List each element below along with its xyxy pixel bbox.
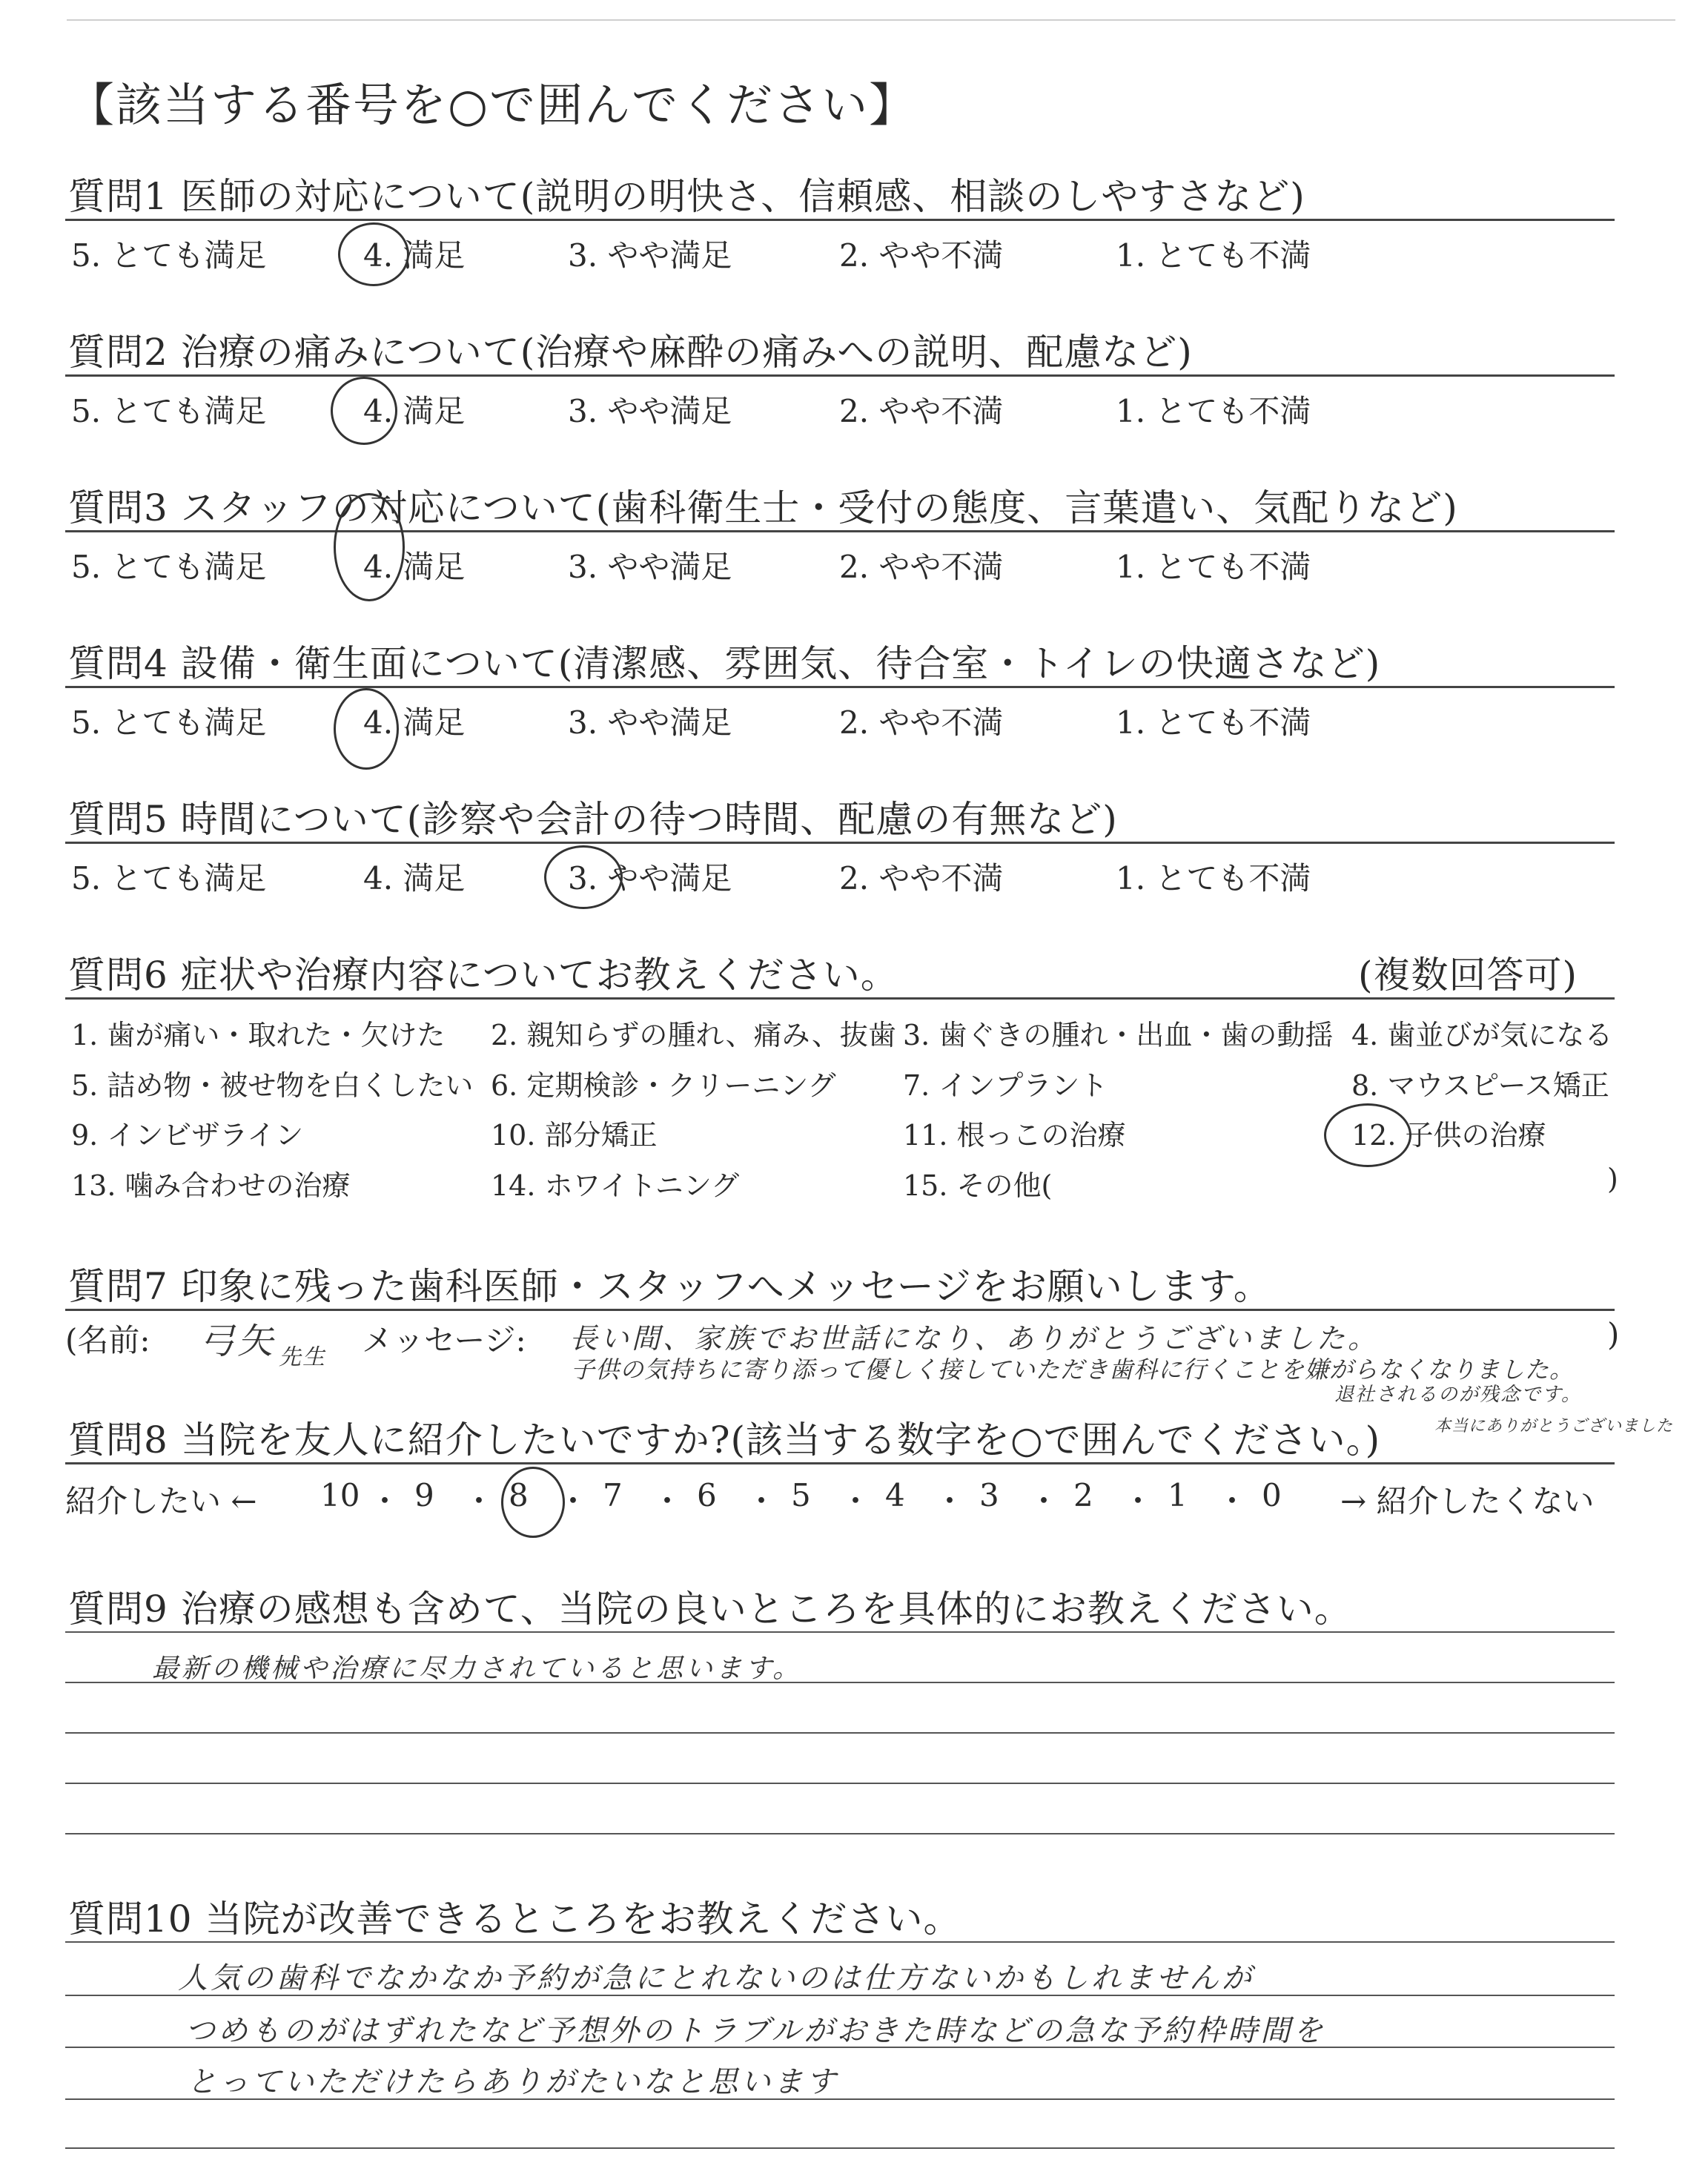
q6-multiple-note: (複数回答可) bbox=[1358, 954, 1578, 997]
q8-scale-item-7[interactable]: 7 bbox=[603, 1477, 623, 1513]
q6-other-close-paren: ) bbox=[1607, 1163, 1618, 1195]
q5-option-1[interactable]: 1. とても不満 bbox=[1116, 860, 1311, 896]
q6-title: 質問6 症状や治療内容についてお教えください。 bbox=[68, 954, 898, 997]
q7-title: 質問7 印象に残った歯科医師・スタッフへメッセージをお願いします。 bbox=[68, 1265, 1271, 1308]
page-title: 【該当する番号を○で囲んでください】 bbox=[68, 78, 917, 132]
q8-scale-separator: ・ bbox=[557, 1483, 589, 1519]
q2-title: 質問2 治療の痛みについて(治療や麻酔の痛みへの説明、配慮など) bbox=[68, 331, 1193, 374]
q9-line-2 bbox=[65, 1732, 1615, 1734]
q2-option-3[interactable]: 3. やや満足 bbox=[568, 393, 732, 429]
q6-option-9[interactable]: 9. インビザライン bbox=[71, 1119, 304, 1152]
q8-scale-item-0[interactable]: 0 bbox=[1262, 1477, 1282, 1513]
q8-scale-item-1[interactable]: 1 bbox=[1168, 1477, 1188, 1513]
q1-option-4[interactable]: 4. 満足 bbox=[363, 237, 466, 274]
q8-scale-separator: ・ bbox=[1028, 1483, 1060, 1519]
q6-option-8[interactable]: 8. マウスピース矯正 bbox=[1351, 1069, 1609, 1102]
q1-option-5[interactable]: 5. とても満足 bbox=[71, 237, 267, 274]
q7-message-line-1[interactable]: 長い間、家族でお世話になり、ありがとうございました。 bbox=[569, 1322, 1380, 1355]
q3-option-5[interactable]: 5. とても満足 bbox=[71, 549, 267, 585]
q7-message-line-3[interactable]: 退社されるのが残念です。 bbox=[1334, 1384, 1582, 1406]
q8-scale-item-10[interactable]: 10 bbox=[320, 1477, 360, 1513]
q6-option-6[interactable]: 6. 定期検診・クリーニング bbox=[491, 1069, 836, 1102]
q3-title: 質問3 スタッフの対応について(歯科衛生士・受付の態度、言葉遣い、気配りなど) bbox=[68, 486, 1458, 529]
q10-title: 質問10 当院が改善できるところをお教えください。 bbox=[68, 1898, 961, 1941]
q8-selection-circle bbox=[501, 1467, 565, 1538]
q1-option-3[interactable]: 3. やや満足 bbox=[568, 237, 732, 274]
q8-underline bbox=[65, 1462, 1615, 1464]
q8-scale-item-9[interactable]: 9 bbox=[414, 1477, 434, 1513]
q9-line-1 bbox=[65, 1682, 1615, 1683]
q10-answer-line-2[interactable]: つめものがはずれたなど予想外のトラブルがおきた時などの急な予約枠時間を bbox=[185, 2014, 1326, 2048]
q6-option-12[interactable]: 12. 子供の治療 bbox=[1351, 1119, 1546, 1152]
q5-selection-circle bbox=[544, 845, 623, 909]
q7-message-line-4[interactable]: 本当にありがとうございました bbox=[1434, 1417, 1674, 1436]
q6-option-3[interactable]: 3. 歯ぐきの腫れ・出血・歯の動揺 bbox=[903, 1019, 1334, 1051]
q8-scale-separator: ・ bbox=[934, 1483, 966, 1519]
q8-right-label: → 紹介したくない bbox=[1340, 1483, 1595, 1519]
q9-title: 質問9 治療の感想も含めて、当院の良いところを具体的にお教えください。 bbox=[68, 1588, 1352, 1631]
q3-option-4[interactable]: 4. 満足 bbox=[363, 549, 466, 585]
q8-scale-separator: ・ bbox=[1122, 1483, 1154, 1519]
q6-option-1[interactable]: 1. 歯が痛い・取れた・欠けた bbox=[71, 1019, 446, 1051]
q4-option-1[interactable]: 1. とても不満 bbox=[1116, 704, 1311, 741]
q10-answer-line-3[interactable]: とっていただけたらありがたいなと思います bbox=[187, 2065, 839, 2099]
q2-option-2[interactable]: 2. やや不満 bbox=[839, 393, 1004, 429]
q4-option-4[interactable]: 4. 満足 bbox=[363, 704, 466, 741]
q9-line-3 bbox=[65, 1783, 1615, 1784]
q7-close-paren: ) bbox=[1607, 1316, 1620, 1353]
q8-scale-item-2[interactable]: 2 bbox=[1073, 1477, 1093, 1513]
q7-underline bbox=[65, 1309, 1615, 1311]
q8-scale-separator: ・ bbox=[1217, 1483, 1248, 1519]
q5-option-3[interactable]: 3. やや満足 bbox=[568, 860, 732, 896]
q10-line-1 bbox=[65, 1995, 1615, 1996]
q1-option-1[interactable]: 1. とても不満 bbox=[1116, 237, 1311, 274]
q8-scale-item-6[interactable]: 6 bbox=[697, 1477, 717, 1513]
q10-line-0 bbox=[65, 1941, 1615, 1943]
q4-option-3[interactable]: 3. やや満足 bbox=[568, 704, 732, 741]
q4-underline bbox=[65, 686, 1615, 688]
q4-title: 質問4 設備・衛生面について(清潔感、雰囲気、待合室・トイレの快適さなど) bbox=[68, 642, 1381, 685]
q1-selection-circle bbox=[338, 222, 409, 286]
q1-option-2[interactable]: 2. やや不満 bbox=[839, 237, 1004, 274]
q6-option-11[interactable]: 11. 根っこの治療 bbox=[903, 1119, 1126, 1152]
q2-option-5[interactable]: 5. とても満足 bbox=[71, 393, 267, 429]
q3-option-1[interactable]: 1. とても不満 bbox=[1116, 549, 1311, 585]
q4-option-2[interactable]: 2. やや不満 bbox=[839, 704, 1004, 741]
q8-title: 質問8 当院を友人に紹介したいですか?(該当する数字を○で囲んでください。) bbox=[68, 1418, 1381, 1462]
q5-option-5[interactable]: 5. とても満足 bbox=[71, 860, 267, 896]
q8-scale-separator: ・ bbox=[840, 1483, 872, 1519]
q4-selection-circle bbox=[334, 688, 399, 770]
q6-option-10[interactable]: 10. 部分矯正 bbox=[491, 1119, 658, 1152]
q9-line-0 bbox=[65, 1631, 1615, 1633]
q6-option-5[interactable]: 5. 詰め物・被せ物を白くしたい bbox=[71, 1069, 474, 1102]
q6-underline bbox=[65, 997, 1615, 1000]
q6-option-2[interactable]: 2. 親知らずの腫れ、痛み、抜歯 bbox=[491, 1019, 896, 1051]
q8-scale-item-8[interactable]: 8 bbox=[509, 1477, 529, 1513]
q2-option-4[interactable]: 4. 満足 bbox=[363, 393, 466, 429]
q6-option-7[interactable]: 7. インプラント bbox=[903, 1069, 1108, 1102]
page-top-border bbox=[67, 19, 1675, 21]
q2-selection-circle bbox=[331, 377, 397, 445]
q6-option-15[interactable]: 15. その他( bbox=[903, 1169, 1053, 1202]
q8-scale-item-4[interactable]: 4 bbox=[885, 1477, 905, 1513]
q7-message-line-2[interactable]: 子供の気持ちに寄り添って優しく接していただき歯科に行くことを嫌がらなくなりました。 bbox=[571, 1355, 1575, 1384]
q10-answer-line-1[interactable]: 人気の歯科でなかなか予約が急にとれないのは仕方ないかもしれませんが bbox=[178, 1961, 1254, 1995]
q7-name-suffix[interactable]: 先生 bbox=[279, 1344, 326, 1370]
q3-underline bbox=[65, 530, 1615, 532]
q7-name-label: (名前: bbox=[65, 1322, 150, 1358]
q6-option-14[interactable]: 14. ホワイトニング bbox=[491, 1169, 740, 1202]
q10-line-3 bbox=[65, 2098, 1615, 2100]
q3-option-2[interactable]: 2. やや不満 bbox=[839, 549, 1004, 585]
q10-line-2 bbox=[65, 2047, 1615, 2048]
q6-option-4[interactable]: 4. 歯並びが気になる bbox=[1351, 1019, 1613, 1051]
q8-left-label: 紹介したい ← bbox=[65, 1483, 257, 1519]
q2-underline bbox=[65, 374, 1615, 377]
q1-underline bbox=[65, 219, 1615, 221]
q3-option-3[interactable]: 3. やや満足 bbox=[568, 549, 732, 585]
q8-scale-separator: ・ bbox=[369, 1483, 401, 1519]
q2-option-1[interactable]: 1. とても不満 bbox=[1116, 393, 1311, 429]
q8-scale-item-5[interactable]: 5 bbox=[791, 1477, 811, 1513]
q8-scale-item-3[interactable]: 3 bbox=[979, 1477, 999, 1513]
q5-option-4[interactable]: 4. 満足 bbox=[363, 860, 466, 896]
q5-underline bbox=[65, 842, 1615, 844]
q7-name-value[interactable]: 弓矢 bbox=[199, 1321, 277, 1362]
q4-option-5[interactable]: 5. とても満足 bbox=[71, 704, 267, 741]
q10-line-4 bbox=[65, 2147, 1615, 2149]
q6-selection-circle bbox=[1324, 1103, 1411, 1167]
q1-title: 質問1 医師の対応について(説明の明快さ、信頼感、相談のしやすさなど) bbox=[68, 175, 1305, 218]
q6-option-13[interactable]: 13. 噛み合わせの治療 bbox=[71, 1169, 351, 1202]
q8-scale-separator: ・ bbox=[746, 1483, 778, 1519]
q8-scale-separator: ・ bbox=[463, 1483, 495, 1519]
q7-message-label: メッセージ: bbox=[362, 1322, 526, 1358]
q3-selection-circle bbox=[334, 493, 405, 601]
q5-title: 質問5 時間について(診察や会計の待つ時間、配慮の有無など) bbox=[68, 798, 1118, 841]
q9-answer-line-1[interactable]: 最新の機械や治療に尽力されていると思います。 bbox=[152, 1654, 803, 1684]
q5-option-2[interactable]: 2. やや不満 bbox=[839, 860, 1004, 896]
q9-line-4 bbox=[65, 1833, 1615, 1834]
q8-scale-separator: ・ bbox=[652, 1483, 683, 1519]
